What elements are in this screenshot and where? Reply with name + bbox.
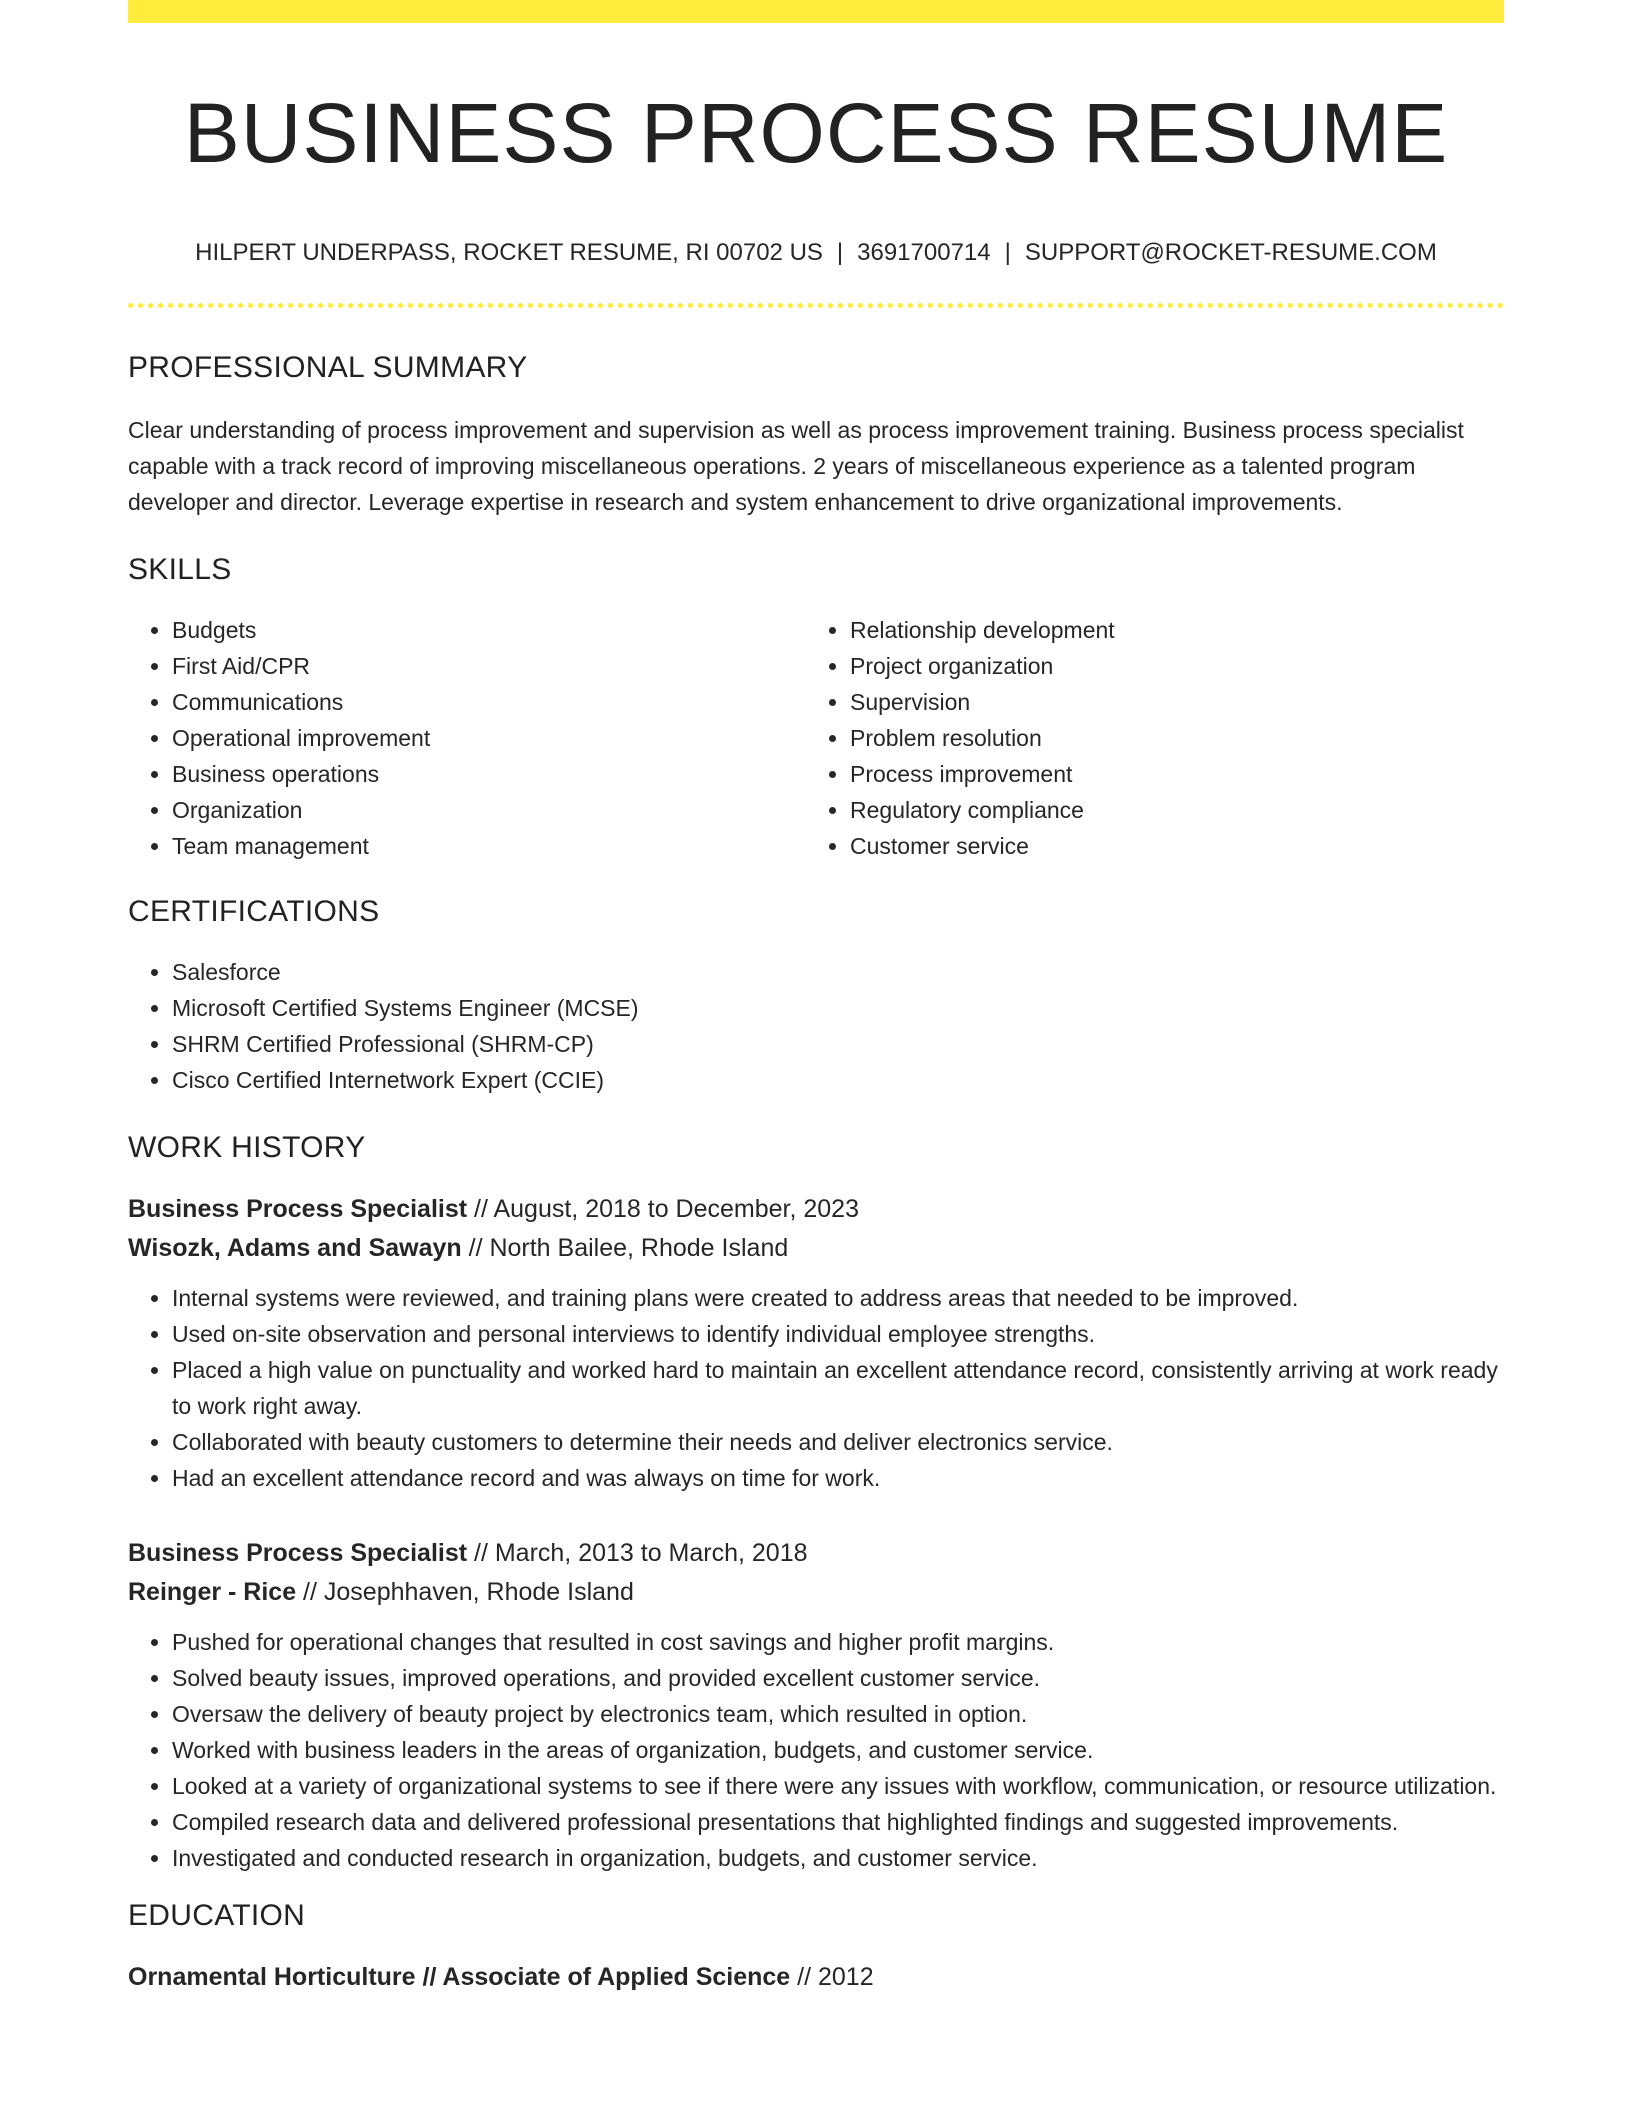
- skill-item: • Business operations: [172, 756, 806, 792]
- job-bullet: • Placed a high value on punctuality and worked hard to maintain an excellent attendance record, consistently arriving at work ready to work right away.: [172, 1352, 1504, 1424]
- job-bullet: • Investigated and conducted research in organization, budgets, and customer service.: [172, 1840, 1504, 1876]
- skill-item: • First Aid/CPR: [172, 648, 806, 684]
- job-bullet: • Worked with business leaders in the areas of organization, budgets, and customer service.: [172, 1732, 1504, 1768]
- skill-item: • Budgets: [172, 612, 806, 648]
- section-title-summary: PROFESSIONAL SUMMARY: [128, 351, 528, 384]
- resume-title: BUSINESS PROCESS RESUME: [183, 86, 1449, 180]
- section-title-work-history: WORK HISTORY: [128, 1131, 366, 1164]
- job-dates: // August, 2018 to December, 2023: [467, 1195, 859, 1223]
- education-year: // 2012: [790, 1963, 874, 1991]
- certification-item: • Salesforce: [172, 954, 1504, 990]
- skill-item: • Process improvement: [850, 756, 1484, 792]
- job-entry: [128, 1534, 1504, 1876]
- section-title-education: EDUCATION: [128, 1899, 306, 1932]
- skills-list-left: [128, 612, 806, 864]
- section-title-certifications: CERTIFICATIONS: [128, 895, 380, 928]
- job-company-line: [128, 1573, 1504, 1612]
- job-bullet: • Oversaw the delivery of beauty project by electronics team, which resulted in option.: [172, 1696, 1504, 1732]
- job-entry: [128, 1190, 1504, 1496]
- job-role: Business Process Specialist: [128, 1195, 468, 1223]
- job-bullet: • Collaborated with beauty customers to determine their needs and deliver electronics service.: [172, 1424, 1504, 1460]
- dotted-divider: [128, 303, 1504, 308]
- contact-line: [128, 237, 1504, 269]
- contact-separator: |: [836, 239, 844, 266]
- skill-item: • Customer service: [850, 828, 1484, 864]
- section-title-skills: SKILLS: [128, 553, 232, 586]
- job-location: // Josephhaven, Rhode Island: [296, 1578, 634, 1606]
- job-company: Reinger - Rice: [128, 1578, 297, 1606]
- certifications-list: [128, 954, 1504, 1098]
- job-bullet: • Internal systems were reviewed, and training plans were created to address areas that needed to be improved.: [172, 1280, 1504, 1316]
- contact-email: SUPPORT@ROCKET-RESUME.COM: [1024, 239, 1437, 266]
- job-role-line: [128, 1534, 1504, 1573]
- job-role: Business Process Specialist: [128, 1539, 468, 1567]
- job-bullets: [128, 1624, 1504, 1876]
- contact-phone: 3691700714: [857, 239, 991, 266]
- job-role-line: [128, 1190, 1504, 1229]
- job-bullet: • Pushed for operational changes that resulted in cost savings and higher profit margins.: [172, 1624, 1504, 1660]
- skills-list-right: [806, 612, 1484, 864]
- job-bullet: • Compiled research data and delivered professional presentations that highlighted findings and suggested improvements.: [172, 1804, 1504, 1840]
- skill-item: • Problem resolution: [850, 720, 1484, 756]
- skills-grid: [128, 612, 1504, 864]
- contact-separator: |: [1004, 239, 1011, 266]
- job-location: // North Bailee, Rhode Island: [461, 1234, 789, 1262]
- skill-item: • Team management: [172, 828, 806, 864]
- certification-item: • Cisco Certified Internetwork Expert (CCIE): [172, 1062, 1504, 1098]
- resume-page: [128, 0, 1504, 1997]
- skill-item: • Communications: [172, 684, 806, 720]
- job-company-line: [128, 1229, 1504, 1268]
- skill-item: • Regulatory compliance: [850, 792, 1484, 828]
- accent-top-bar: [128, 0, 1504, 23]
- job-bullet: • Used on-site observation and personal interviews to identify individual employee strengths.: [172, 1316, 1504, 1352]
- skill-item: • Project organization: [850, 648, 1484, 684]
- contact-address: HILPERT UNDERPASS, ROCKET RESUME, RI 00702 US: [195, 239, 823, 266]
- certification-item: • Microsoft Certified Systems Engineer (MCSE): [172, 990, 1504, 1026]
- job-dates: // March, 2013 to March, 2018: [467, 1539, 808, 1567]
- skill-item: • Operational improvement: [172, 720, 806, 756]
- education-entry: [128, 1958, 1504, 1997]
- skill-item: • Organization: [172, 792, 806, 828]
- job-bullets: [128, 1280, 1504, 1496]
- skill-item: • Supervision: [850, 684, 1484, 720]
- job-company: Wisozk, Adams and Sawayn: [128, 1234, 462, 1262]
- education-degree: Ornamental Horticulture // Associate of Applied Science: [128, 1963, 791, 1991]
- skill-item: • Relationship development: [850, 612, 1484, 648]
- summary-text: Clear understanding of process improvement and supervision as well as process improvement training. Business process specialist capable with a track record of improving miscellaneous operations. 2 years of miscellaneous experience as a talented program developer and director. Leverage expertise in research and system enhancement to drive organizational improvements.: [128, 417, 1464, 515]
- job-bullet: • Looked at a variety of organizational systems to see if there were any issues with workflow, communication, or resource utilization.: [172, 1768, 1504, 1804]
- certification-item: • SHRM Certified Professional (SHRM-CP): [172, 1026, 1504, 1062]
- job-bullet: • Had an excellent attendance record and was always on time for work.: [172, 1460, 1504, 1496]
- job-bullet: • Solved beauty issues, improved operations, and provided excellent customer service.: [172, 1660, 1504, 1696]
